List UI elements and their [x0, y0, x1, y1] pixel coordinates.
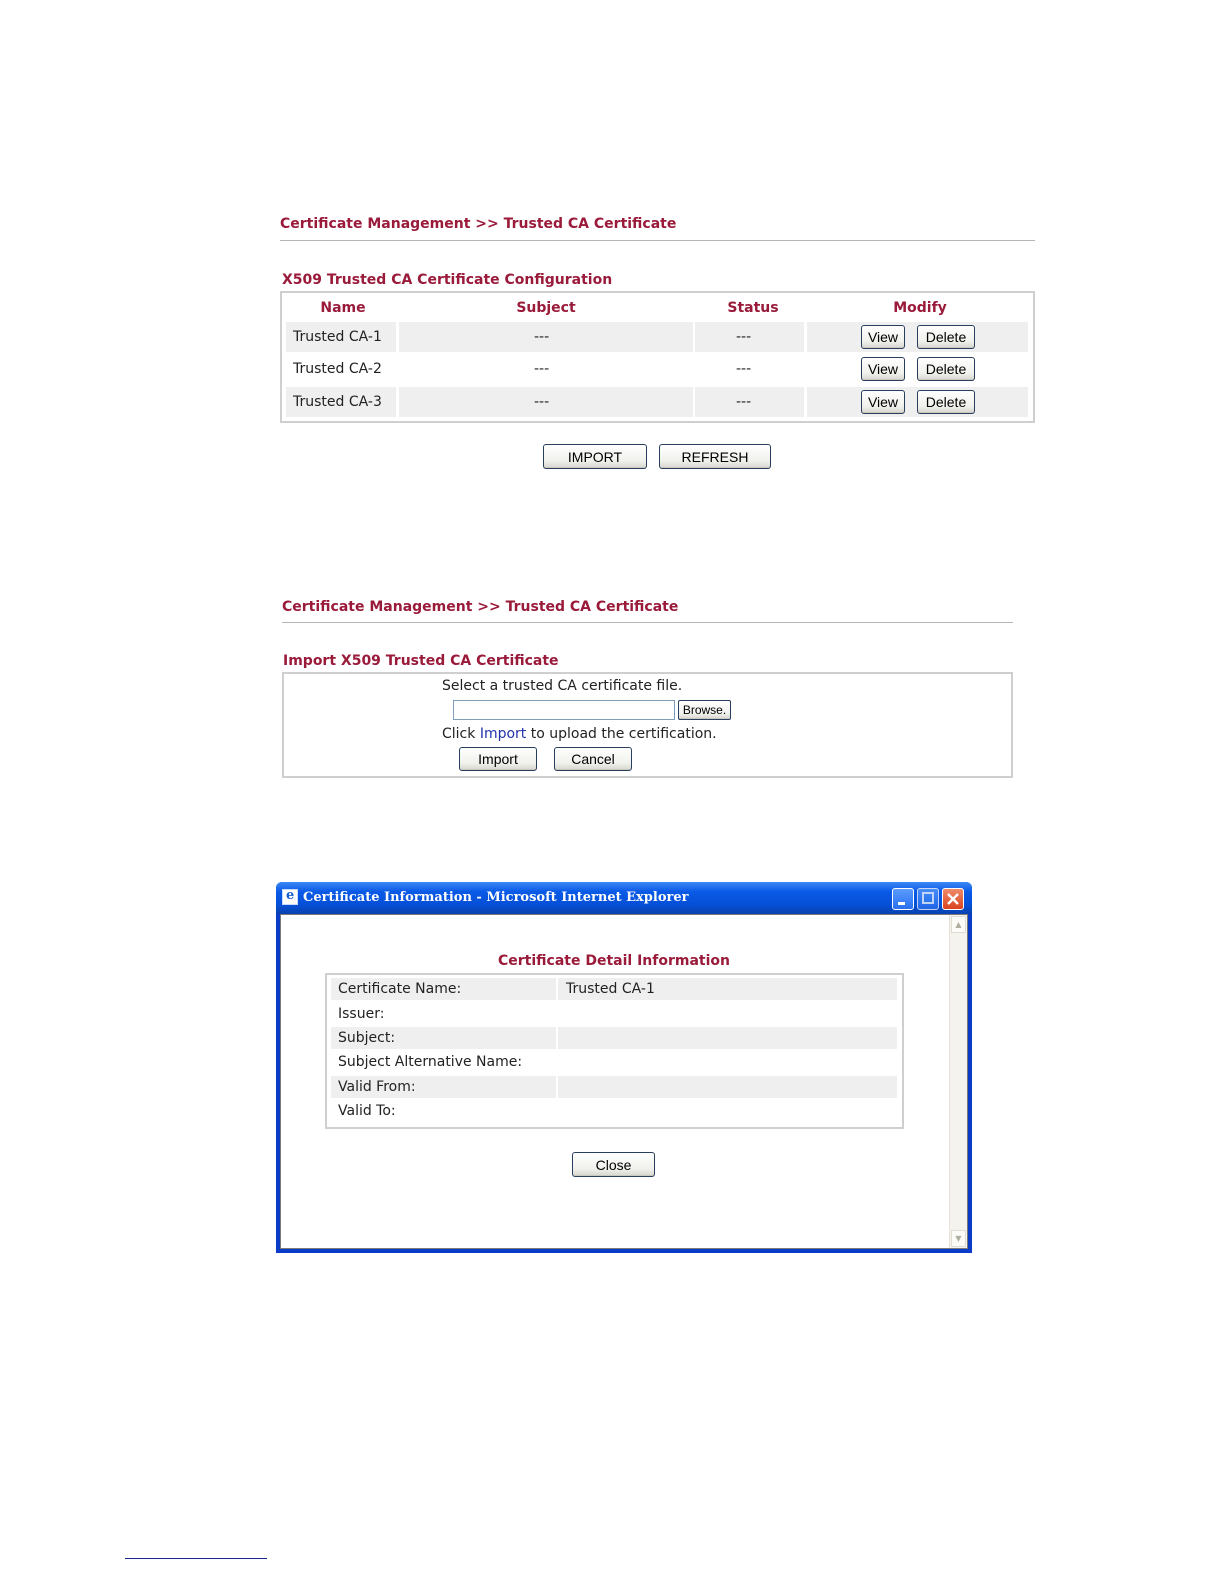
divider	[282, 622, 1013, 623]
field-label: Subject:	[331, 1027, 556, 1049]
vertical-scrollbar[interactable]	[949, 915, 967, 1248]
minimize-button[interactable]	[892, 888, 914, 910]
field-label: Valid From:	[331, 1076, 556, 1098]
column-header-subject: Subject	[516, 300, 576, 316]
column-header-modify: Modify	[893, 300, 947, 316]
detail-heading: Certificate Detail Information	[498, 953, 730, 969]
table-row-name: Trusted CA-3	[286, 387, 396, 417]
window-titlebar[interactable]	[276, 882, 972, 914]
window-title: Certificate Information - Microsoft Internet Explorer	[303, 890, 689, 905]
close-button[interactable]: Close	[572, 1152, 655, 1177]
field-value	[558, 1003, 897, 1025]
table-row-subject: ---	[399, 322, 693, 352]
upload-hint: Click Import to upload the certification.	[442, 726, 717, 742]
breadcrumb: Certificate Management >> Trusted CA Certificate	[280, 216, 677, 232]
field-value	[558, 1100, 897, 1122]
scroll-up-icon[interactable]: ▲	[951, 916, 966, 933]
field-value	[558, 1027, 897, 1049]
close-icon	[943, 889, 963, 909]
minimize-icon	[893, 889, 913, 909]
window-content	[280, 914, 968, 1249]
field-value	[558, 1076, 897, 1098]
delete-button[interactable]: Delete	[917, 357, 975, 381]
browse-button[interactable]: Browse.	[678, 700, 731, 720]
table-row-subject: ---	[399, 354, 693, 384]
import-button[interactable]: IMPORT	[543, 444, 647, 469]
close-window-button[interactable]	[942, 888, 964, 910]
field-value: Trusted CA-1	[558, 978, 897, 1000]
file-path-input[interactable]	[453, 700, 675, 720]
table-row-status: ---	[695, 354, 804, 384]
maximize-icon	[918, 889, 938, 909]
delete-button[interactable]: Delete	[917, 390, 975, 414]
instruction-text: Select a trusted CA certificate file.	[442, 678, 683, 694]
import-link[interactable]: Import	[479, 726, 527, 742]
section-title: X509 Trusted CA Certificate Configuration	[282, 272, 613, 288]
table-row-subject: ---	[399, 387, 693, 417]
field-label: Certificate Name:	[331, 978, 556, 1000]
divider	[280, 240, 1035, 241]
footnote-rule	[125, 1558, 267, 1559]
table-row-status: ---	[695, 387, 804, 417]
import-submit-button[interactable]: Import	[459, 747, 537, 771]
table-row-status: ---	[695, 322, 804, 352]
cancel-button[interactable]: Cancel	[554, 747, 632, 771]
maximize-button[interactable]	[917, 888, 939, 910]
certificate-info-window	[276, 882, 972, 1253]
column-header-status: Status	[727, 300, 779, 316]
view-button[interactable]: View	[861, 357, 905, 381]
view-button[interactable]: View	[861, 390, 905, 414]
ie-icon	[282, 889, 298, 905]
section-title: Import X509 Trusted CA Certificate	[283, 653, 559, 669]
view-button[interactable]: View	[861, 325, 905, 349]
field-value	[558, 1051, 897, 1073]
field-label: Subject Alternative Name:	[331, 1051, 556, 1073]
field-label: Valid To:	[331, 1100, 556, 1122]
table-row-name: Trusted CA-2	[286, 354, 396, 384]
refresh-button[interactable]: REFRESH	[659, 444, 771, 469]
delete-button[interactable]: Delete	[917, 325, 975, 349]
scroll-down-icon[interactable]: ▼	[951, 1230, 966, 1247]
field-label: Issuer:	[331, 1003, 556, 1025]
table-row-name: Trusted CA-1	[286, 322, 396, 352]
breadcrumb: Certificate Management >> Trusted CA Certificate	[282, 599, 679, 615]
column-header-name: Name	[320, 300, 366, 316]
